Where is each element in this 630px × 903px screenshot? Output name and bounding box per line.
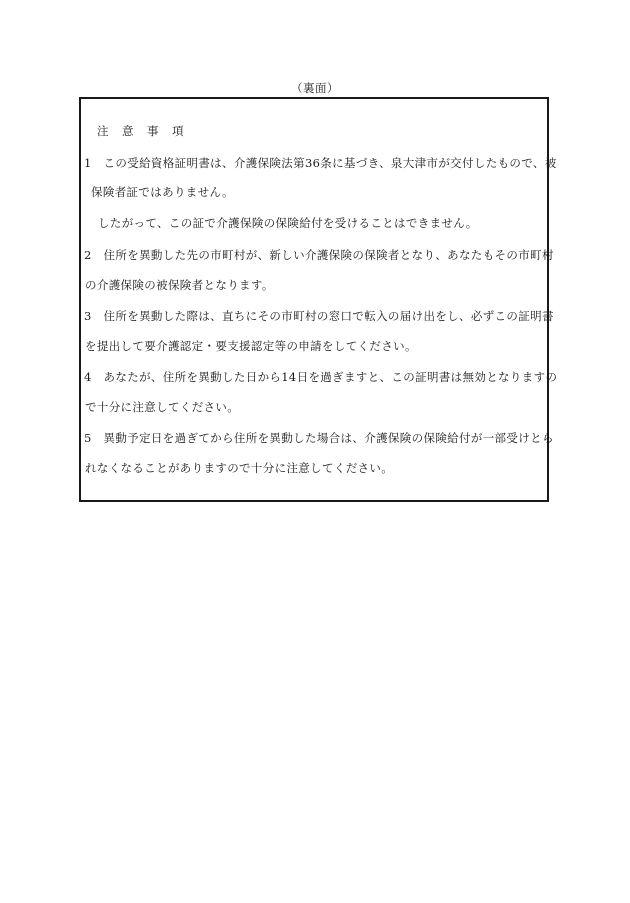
notice-item-3-line-1: 3 住所を異動した際は、直ちにその市町村の窓口で転入の届け出をし、必ずこの証明書 [84, 309, 554, 323]
notice-item-1-line-3: したがって、この証で介護保険の保険給付を受けることはできません。 [98, 216, 478, 230]
page-heading: （裏面） [291, 81, 339, 95]
notice-item-1-line-2: 保険者証ではありません。 [91, 185, 234, 199]
notice-item-2-line-2: の介護保険の被保険者となります。 [85, 278, 274, 292]
notice-item-4-line-1: 4 あなたが、住所を異動した日から14日を過ぎますと、この証明書は無効となりますの [84, 370, 558, 384]
notice-item-2-line-1: 2 住所を異動した先の市町村が、新しい介護保険の保険者となり、あなたもその市町村 [84, 248, 554, 262]
notice-item-4-line-2: で十分に注意してください。 [85, 400, 240, 414]
notice-item-1-line-1: 1 この受給資格証明書は、介護保険法第36条に基づき、泉大津市が交付したもので、被 [84, 156, 557, 170]
notice-title: 注 意 事 項 [97, 124, 185, 138]
notice-item-5-line-2: れなくなることがありますので十分に注意してください。 [85, 461, 394, 475]
notice-item-5-line-1: 5 異動予定日を過ぎてから住所を異動した場合は、介護保険の保険給付が一部受けとら [84, 431, 554, 445]
notice-item-3-line-2: を提出して要介護認定・要支援認定等の申請をしてください。 [85, 339, 417, 353]
